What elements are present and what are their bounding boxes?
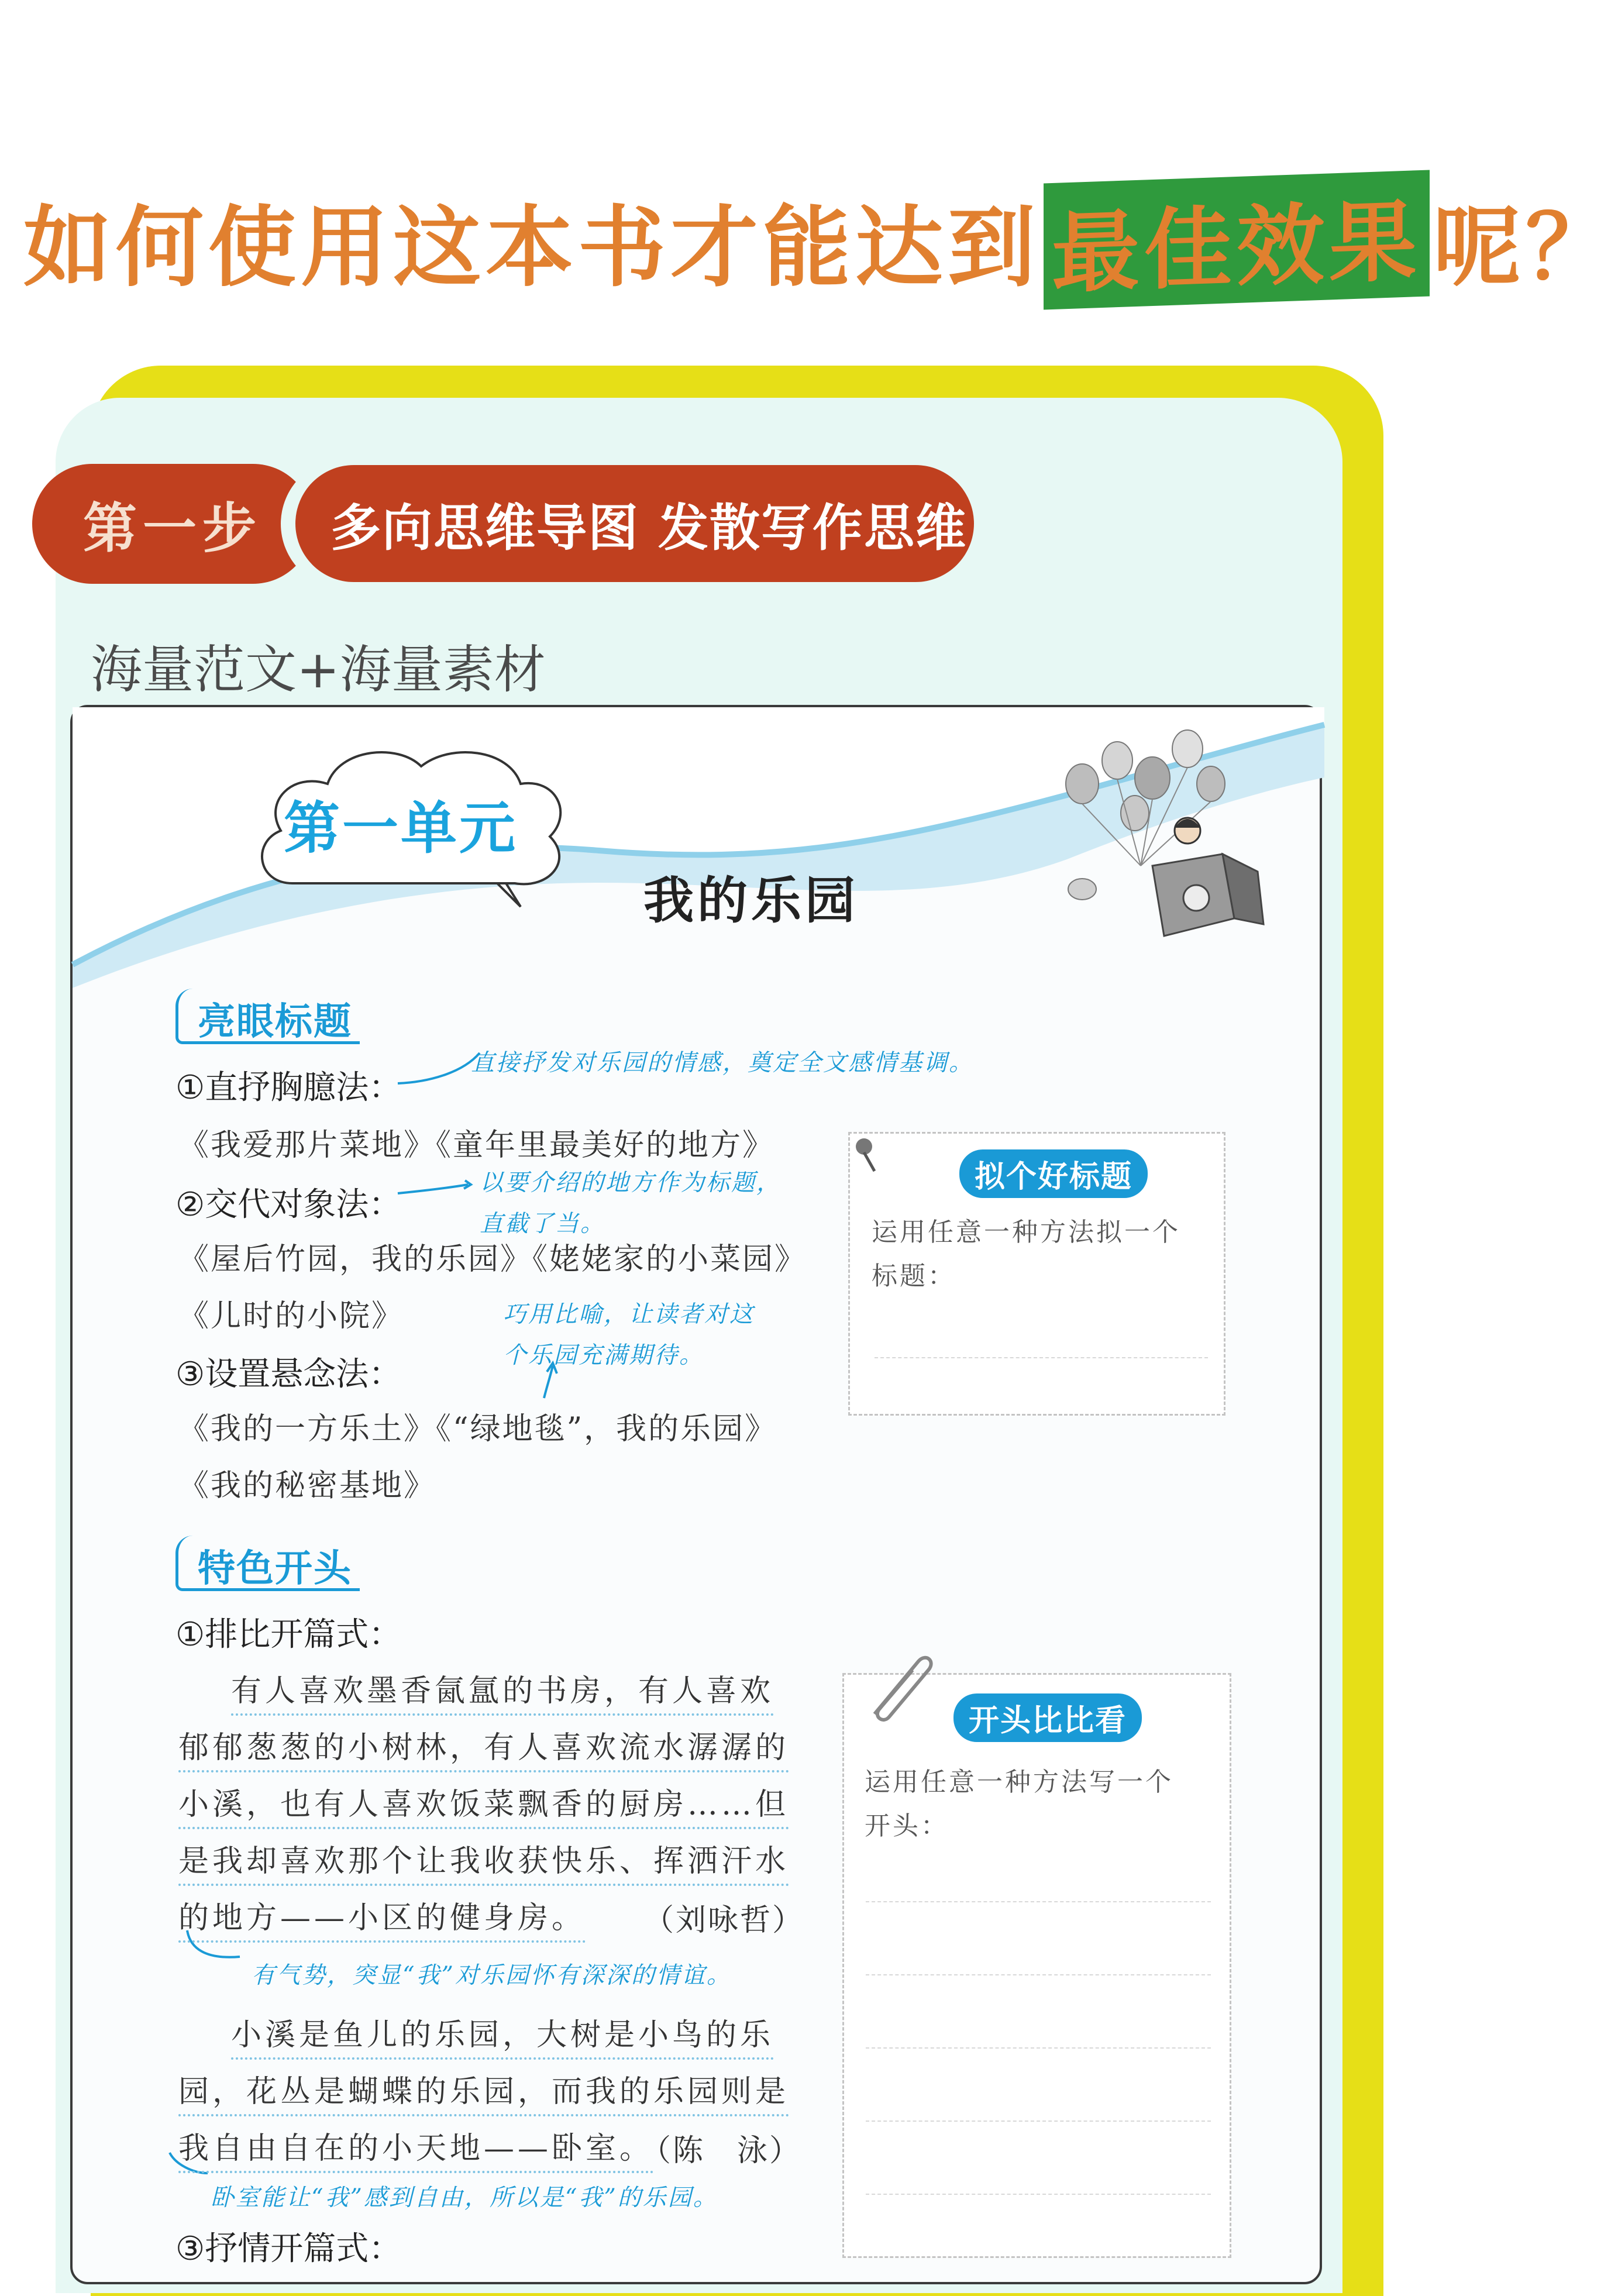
paragraph-line: 我自由自在的小天地——卧室。 [178,2123,653,2173]
step-label: 第一步 [82,497,262,560]
method-name: ③抒情开篇式： [175,2230,402,2268]
paragraph-line: 有人喜欢墨香氤氲的书房，有人喜欢 [231,1666,774,1716]
method-note: 以要介绍的地方作为标题， [480,1169,782,1196]
method-note: 有气势，突显“我”对乐园怀有深深的情谊。 [252,1962,732,1989]
write-line [866,2121,1211,2122]
example-titles: 《我的秘密基地》 [178,1468,436,1503]
method-note: 巧用比喻，让读者对这 [503,1301,755,1328]
paragraph-line: 是我却喜欢那个让我收获快乐、挥洒汗水 [178,1836,789,1886]
section-label-titles: 亮眼标题 [198,1000,352,1044]
paragraph-line: 小溪，也有人喜欢饭菜飘香的厨房……但 [178,1779,789,1829]
method-note: 个乐园充满期待。 [503,1342,704,1369]
method-note: 卧室能让“我”感到自由，所以是“我”的乐园。 [211,2184,718,2211]
paragraph-line: 的地方——小区的健身房。 [178,1893,586,1943]
section-label-openings: 特色开头 [198,1547,352,1591]
example-titles: 《儿时的小院》 [178,1299,404,1334]
author-credit: （刘咏哲） [643,1903,805,1938]
headline-suffix: 呢？ [1433,197,1618,299]
pin-icon [851,1135,886,1176]
method-name: ③设置悬念法： [175,1355,402,1393]
method-name: ②交代对象法： [175,1186,402,1224]
method-note: 直接抒发对乐园的情感，奠定全文感情基调。 [471,1049,974,1076]
example-titles: 《屋后竹园，我的乐园》《姥姥家的小菜园》 [178,1242,807,1277]
title-practice-heading: 拟个好标题 [959,1149,1148,1198]
paragraph-line: 小溪是鱼儿的乐园，大树是小鸟的乐 [231,2010,774,2060]
write-line [866,2047,1211,2049]
opening-practice-heading: 开头比比看 [953,1693,1142,1742]
practice-instruction: 开头： [865,1811,949,1841]
example-titles: 《我爱那片菜地》《童年里最美好的地方》 [178,1128,775,1163]
practice-instruction: 标题： [872,1261,956,1291]
example-titles: 《我的一方乐土》《“绿地毯”，我的乐园》 [178,1412,777,1447]
paperclip-icon [857,1644,939,1726]
unit-theme: 我的乐园 [643,872,859,930]
write-line [866,1901,1211,1902]
method-name: ①直抒胸臆法： [175,1069,402,1107]
practice-instruction: 运用任意一种方法写一个 [865,1767,1173,1797]
headline-prefix: 如何使用这本书才能达到 [23,197,1041,299]
practice-instruction: 运用任意一种方法拟一个 [872,1217,1180,1247]
unit-label: 第一单元 [284,796,518,861]
write-line [875,1357,1208,1358]
write-line [866,2194,1211,2195]
section-subtitle: 海量范文+海量素材 [91,639,546,700]
author-credit: （陈 泳） [641,2133,802,2168]
method-name: ①排比开篇式： [175,1616,402,1654]
headline-highlight: 最佳效果 [1044,170,1430,309]
method-note: 直截了当。 [480,1210,605,1237]
write-line [866,1974,1211,1975]
step-title: 多向思维导图 发散写作思维 [331,499,967,557]
paragraph-line: 园，花丛是蝴蝶的乐园，而我的乐园则是 [178,2067,789,2116]
paragraph-line: 郁郁葱葱的小树林，有人喜欢流水潺潺的 [178,1723,789,1772]
